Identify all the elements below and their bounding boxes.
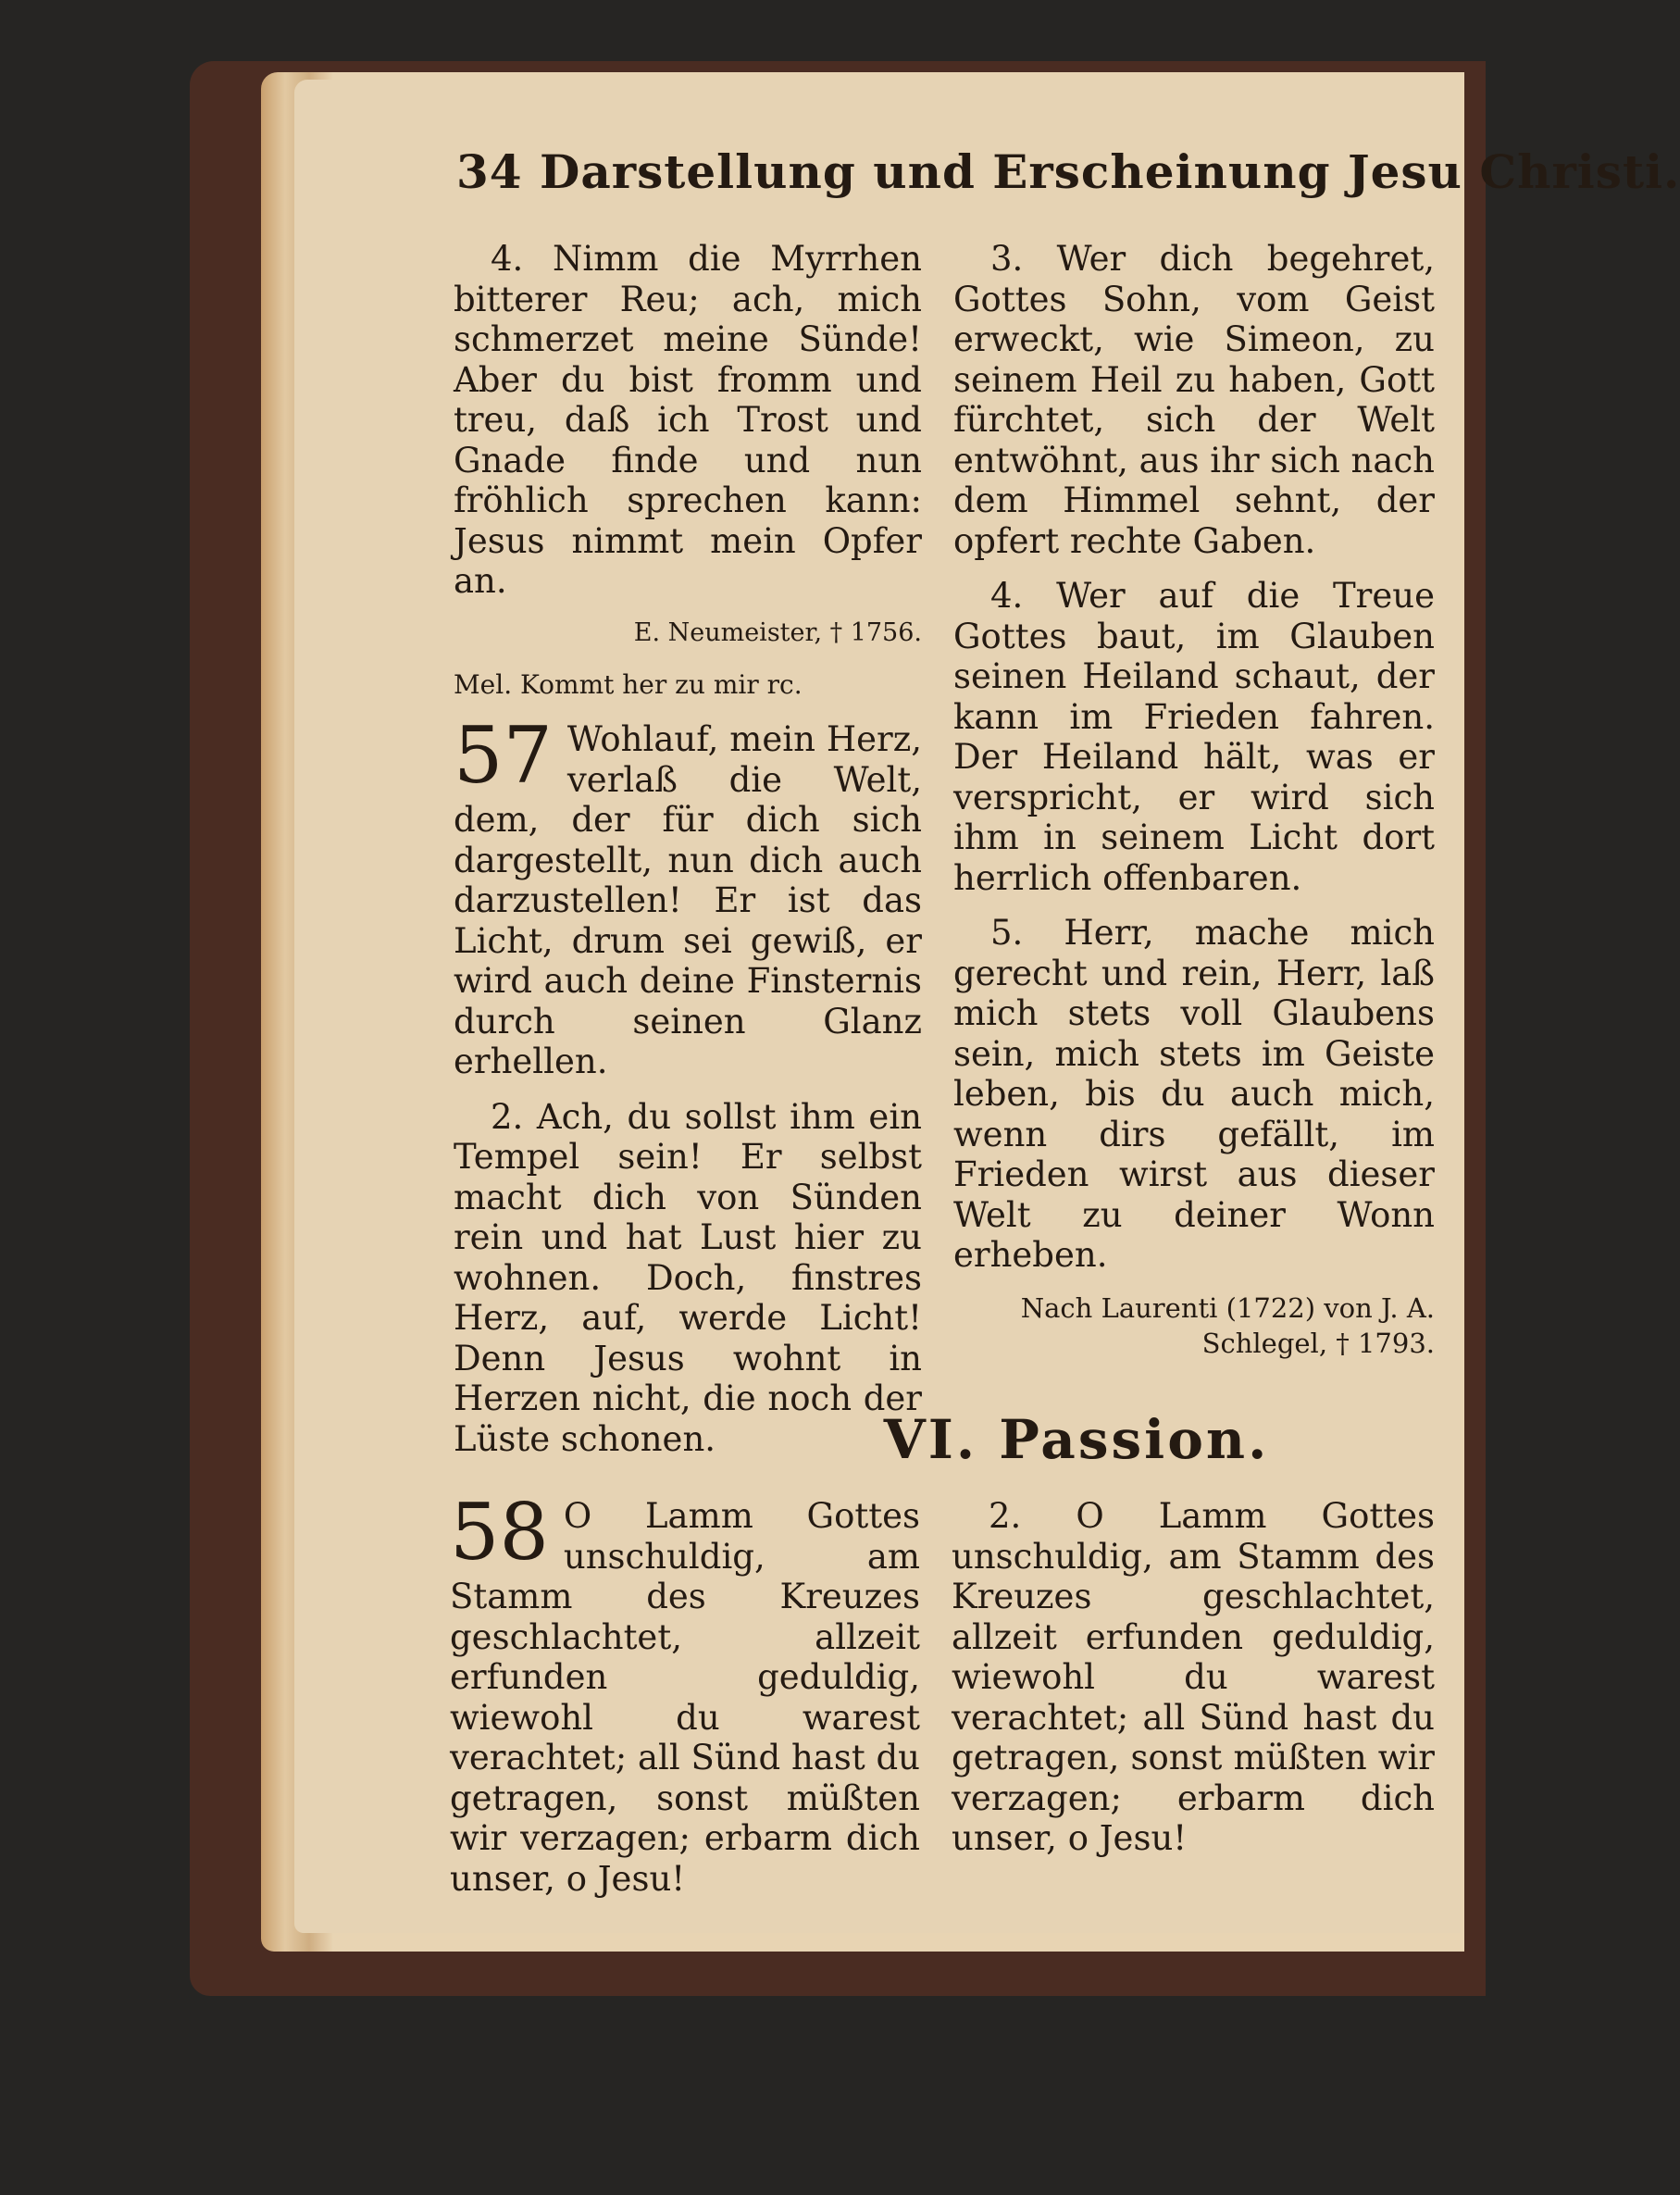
book-page [294, 80, 1680, 1933]
section-title: VI. Passion. [883, 1408, 1270, 1471]
verse-5-right: 5. Herr, mache mich gerecht und rein, Herr, laß mich stets voll Glaubens sein, mich stets im Geiste leben, bis du auch mich, wenn dirs gefällt, im Frieden wirst aus dieser Welt zu deiner Wonn erheben. [953, 913, 1435, 1275]
page-header [456, 144, 1680, 199]
right-column-upper [953, 239, 1435, 1376]
hymn-58-number: 58 [450, 1487, 549, 1578]
left-column-lower [450, 1487, 920, 1914]
author-credit-schlegel: Nach Laurenti (1722) von J. A. Schlegel, † 1793. [1020, 1291, 1435, 1359]
hymn-58-verse-1 [450, 1487, 920, 1899]
hymn-57-verse-1 [454, 710, 922, 1082]
hymn-57-verse-1-text: Wohlauf, mein Herz, verlaß die Welt, dem, der für dich sich dargestellt, nun dich auch darzustellen! Er ist das Licht, drum sei gewiß, er wird auch deine Finsternis durch seinen Glanz erhellen. [454, 719, 922, 1081]
author-credit-neumeister: E. Neumeister, † 1756. [633, 617, 922, 647]
hymn-57-number: 57 [454, 710, 553, 801]
verse-4-left: 4. Nimm die Myrrhen bitterer Reu; ach, mich schmerzet meine Sünde! Aber du bist fromm und treu, daß ich Trost und Gnade finde und nun fröhlich sprechen kann: Jesus nimmt mein Opfer an. [454, 239, 922, 601]
melody-line: Mel. Kommt her zu mir rc. [454, 668, 803, 700]
right-column-lower [952, 1496, 1435, 1874]
hymn-58-verse-1-text: O Lamm Gottes unschuldig, am Stamm des Kreuzes geschlachtet, allzeit erfunden geduldig, wiewohl du warest verachtet; all Sünd hast du getragen, sonst müßten wir verzagen; erbarm dich unser, o Jesu! [450, 1496, 920, 1899]
page-number: 34 [456, 144, 523, 199]
running-title: Darstellung und Erscheinung Jesu Christi. [540, 144, 1680, 199]
hymn-57-verse-2: 2. Ach, du sollst ihm ein Tempel sein! Er selbst macht dich von Sünden rein und hat Lust hier zu wohnen. Doch, finstres Herz, auf, werde Licht! Denn Jesus wohnt in Herzen nicht, die noch der Lüste schonen. [454, 1096, 922, 1459]
verse-3-right: 3. Wer dich begehret, Gottes Sohn, vom Geist erweckt, wie Simeon, zu seinem Heil zu haben, Gott fürchtet, sich der Welt entwöhnt, aus ihr sich nach dem Himmel sehnt, der opfert rechte Gaben. [953, 239, 1435, 561]
verse-4-right: 4. Wer auf die Treue Gottes baut, im Glauben seinen Heiland schaut, der kann im Frieden fahren. Der Heiland hält, was er verspricht, er wird sich ihm in seinem Licht dort herrlich offenbaren. [953, 576, 1435, 898]
hymn-58-verse-2: 2. O Lamm Gottes unschuldig, am Stamm des Kreuzes geschlachtet, allzeit erfunden geduldig, wiewohl du warest verachtet; all Sünd hast du getragen, sonst müßten wir verzagen; erbarm dich unser, o Jesu! [952, 1496, 1435, 1858]
left-column-upper [454, 239, 922, 1474]
